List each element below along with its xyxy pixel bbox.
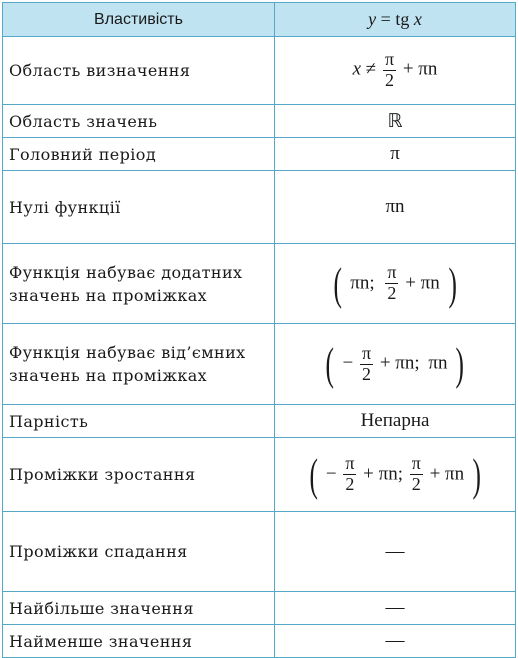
domain-pin: πn [418, 58, 438, 80]
table-row-max [3, 592, 516, 625]
row-label-decreasing: Проміжки спадання [3, 512, 275, 592]
increasing-frac1-den: 2 [345, 474, 355, 494]
row-label-range: Область значень [3, 105, 275, 138]
domain-neq: ≠ [365, 58, 377, 80]
header-property: Властивість [3, 3, 275, 37]
domain-frac-den: 2 [385, 70, 395, 90]
row-value-increasing [275, 438, 516, 512]
domain-plus: + [402, 58, 414, 80]
increasing-frac2-den: 2 [411, 474, 421, 494]
header-func-eq: = [380, 9, 391, 29]
increasing-frac2-num: π [411, 453, 421, 474]
row-value-range: ℝ [275, 105, 516, 138]
row-label-max: Найбільше значення [3, 592, 275, 625]
positive-frac-den: 2 [387, 283, 397, 303]
row-label-parity: Парність [3, 405, 275, 438]
row-value-max: — [275, 592, 516, 625]
row-label-zeros: Нулі функції [3, 171, 275, 244]
row-label-positive: Функція набуває додатних значень на проміжках [3, 244, 275, 324]
increasing-minus: − [325, 462, 337, 484]
row-value-min: — [275, 625, 516, 658]
table-row-min [3, 625, 516, 658]
row-value-domain [275, 37, 516, 105]
row-label-period: Головний період [3, 138, 275, 171]
negative-frac-num: π [361, 342, 372, 363]
negative-frac-den: 2 [362, 363, 372, 384]
header-row [3, 3, 516, 37]
header-func-x: x [413, 9, 422, 29]
header-func-y: y [368, 9, 377, 29]
row-value-parity: Непарна [275, 405, 516, 438]
positive-frac-num: π [387, 262, 397, 283]
table-row-period [3, 138, 516, 171]
negative-minus: − [342, 352, 354, 374]
positive-fraction [385, 263, 398, 304]
negative-left-tail: + πn; [379, 352, 420, 374]
row-label-domain: Область визначення [3, 37, 275, 105]
increasing-fraction-1 [343, 454, 356, 495]
table-row-domain [3, 37, 516, 105]
positive-right: + πn [405, 271, 440, 293]
row-label-min: Найменше значення [3, 625, 275, 658]
row-value-zeros: πn [275, 171, 516, 244]
table-row-parity [3, 405, 516, 438]
row-value-decreasing: — [275, 512, 516, 592]
domain-fraction [383, 50, 396, 91]
increasing-mid: + πn; [363, 462, 403, 484]
table-row-positive [3, 244, 516, 324]
domain-frac-num: π [384, 49, 395, 70]
open-paren: ( [309, 448, 318, 500]
header-func-tg: tg [395, 9, 410, 29]
domain-x: x [352, 58, 362, 80]
increasing-tail: + πn [429, 462, 465, 484]
positive-left: πn; [350, 271, 375, 293]
increasing-fraction-2 [410, 454, 423, 495]
table-row-zeros [3, 171, 516, 244]
row-label-increasing: Проміжки зростання [3, 438, 275, 512]
table-row-decreasing [3, 512, 516, 592]
row-value-positive [275, 244, 516, 324]
row-value-negative [275, 324, 516, 405]
open-paren: ( [325, 338, 335, 389]
close-paren: ) [447, 257, 457, 309]
properties-table [2, 2, 516, 658]
table-row-range [3, 105, 516, 138]
table-row-increasing [3, 438, 516, 512]
close-paren: ) [455, 338, 465, 389]
table-row-negative [3, 324, 516, 405]
increasing-frac1-num: π [345, 453, 355, 474]
negative-fraction [360, 344, 373, 385]
row-label-negative: Функція набуває від’ємних значень на проміжках [3, 324, 275, 405]
close-paren: ) [472, 448, 481, 500]
row-value-period: π [275, 138, 516, 171]
header-function [275, 3, 516, 37]
open-paren: ( [333, 257, 343, 309]
negative-right: πn [428, 352, 448, 374]
